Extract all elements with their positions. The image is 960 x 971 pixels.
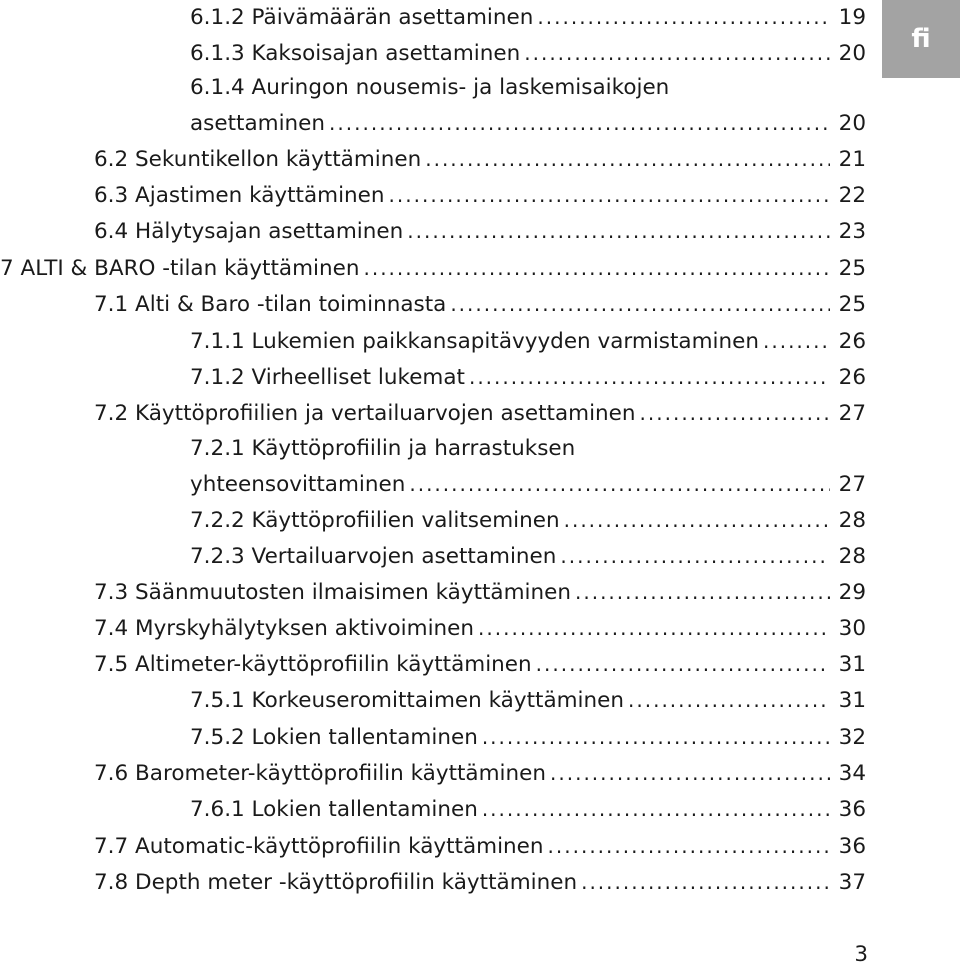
dot-leader — [640, 396, 830, 430]
toc-entry-title: 7.2.2 Käyttöprofiilien valitseminen — [190, 508, 560, 533]
toc-entry-page: 20 — [838, 111, 866, 136]
toc-entry-title: 7.6.1 Lokien tallentaminen — [190, 797, 478, 822]
toc-entry[interactable] — [190, 792, 866, 826]
toc-entry[interactable] — [94, 756, 866, 790]
toc-entry-title: 6.2 Sekuntikellon käyttäminen — [94, 147, 422, 172]
toc-entry-page: 31 — [838, 652, 866, 677]
dot-leader — [469, 360, 830, 394]
toc-entry-title: 7.6 Barometer-käyttöprofiilin käyttäminen — [94, 761, 547, 786]
toc-entry-title: 7.7 Automatic-käyttöprofiilin käyttäminen — [94, 834, 544, 859]
toc-entry-page: 19 — [838, 5, 866, 30]
toc-entry-title: 7.2.3 Vertailuarvojen asettaminen — [190, 544, 557, 569]
dot-leader — [409, 467, 830, 501]
toc-entry-title-line1[interactable]: 7.2.1 Käyttöprofiilin ja harrastuksen — [190, 436, 576, 461]
toc-entry-page: 29 — [838, 580, 866, 605]
toc-entry-page: 36 — [838, 797, 866, 822]
toc-entry[interactable] — [94, 396, 866, 430]
toc-entry-page: 20 — [838, 41, 866, 66]
toc-entry[interactable] — [94, 142, 866, 176]
dot-leader — [482, 720, 830, 754]
toc-entry[interactable] — [190, 106, 866, 140]
toc-entry-title: 6.1.3 Kaksoisajan asettaminen — [190, 41, 521, 66]
page-number: 3 — [854, 942, 868, 967]
toc-entry-title: 7.1.1 Lukemien paikkansapitävyyden varmistaminen — [190, 329, 759, 354]
toc-entry-title: 7.3 Säänmuutosten ilmaisimen käyttäminen — [94, 580, 571, 605]
toc-entry-page: 23 — [838, 219, 866, 244]
dot-leader — [564, 503, 830, 537]
dot-leader — [581, 865, 830, 899]
toc-entry[interactable] — [94, 829, 866, 863]
toc-entry-title: 6.3 Ajastimen käyttäminen — [94, 183, 385, 208]
toc-entry[interactable] — [94, 287, 866, 321]
toc-entry-title: 7.2 Käyttöprofiilien ja vertailuarvojen asettaminen — [94, 401, 636, 426]
toc-entry-title-line2: yhteensovittaminen — [190, 472, 406, 497]
toc-entry-title: 6.1.2 Päivämäärän asettaminen — [190, 5, 534, 30]
dot-leader — [763, 324, 830, 358]
toc-entry-page: 32 — [838, 725, 866, 750]
toc-entry[interactable] — [94, 865, 866, 899]
language-tab: fi — [882, 0, 960, 78]
toc-entry-page: 31 — [838, 688, 866, 713]
toc-entry[interactable] — [190, 683, 866, 717]
toc-entry-title: 7.8 Depth meter -käyttöprofiilin käyttäminen — [94, 870, 578, 895]
toc-entry-title: 7.5 Altimeter-käyttöprofiilin käyttäminen — [94, 652, 532, 677]
dot-leader — [550, 756, 830, 790]
toc-entry-page: 25 — [838, 292, 866, 317]
dot-leader — [548, 829, 830, 863]
toc-entry-page: 27 — [838, 401, 866, 426]
toc-entry-title: 7.1 Alti & Baro -tilan toiminnasta — [94, 292, 447, 317]
toc-entry[interactable] — [190, 467, 866, 501]
dot-leader — [450, 287, 830, 321]
toc-entry-title: 7.1.2 Virheelliset lukemat — [190, 365, 465, 390]
toc-entry[interactable] — [0, 251, 866, 285]
toc-entry-page: 34 — [838, 761, 866, 786]
dot-leader — [478, 611, 830, 645]
toc-entry-page: 25 — [838, 256, 866, 281]
toc-entry[interactable] — [190, 503, 866, 537]
toc-entry-page: 30 — [838, 616, 866, 641]
toc-entry-page: 36 — [838, 834, 866, 859]
toc-entry-page: 28 — [838, 508, 866, 533]
dot-leader — [407, 214, 830, 248]
dot-leader — [537, 0, 830, 34]
toc-entry-title: 6.4 Hälytysajan asettaminen — [94, 219, 404, 244]
toc-entry-title: 7.5.2 Lokien tallentaminen — [190, 725, 478, 750]
toc-entry[interactable] — [94, 178, 866, 212]
toc-entry-page: 27 — [838, 472, 866, 497]
dot-leader — [524, 36, 830, 70]
dot-leader — [575, 575, 830, 609]
dot-leader — [329, 106, 830, 140]
toc-entry-title: 7 ALTI & BARO -tilan käyttäminen — [0, 256, 360, 281]
dot-leader — [363, 251, 830, 285]
toc-entry-page: 37 — [838, 870, 866, 895]
toc-entry[interactable] — [94, 647, 866, 681]
dot-leader — [560, 539, 830, 573]
dot-leader — [389, 178, 830, 212]
dot-leader — [536, 647, 830, 681]
dot-leader — [482, 792, 830, 826]
toc-entry-page: 22 — [838, 183, 866, 208]
toc-entry-title-line1[interactable]: 6.1.4 Auringon nousemis- ja laskemisaikojen — [190, 75, 670, 100]
toc-entry[interactable] — [94, 575, 866, 609]
toc-entry[interactable] — [94, 214, 866, 248]
toc-entry[interactable] — [190, 324, 866, 358]
toc-entry[interactable] — [190, 0, 866, 34]
toc-entry-title: 7.5.1 Korkeuseromittaimen käyttäminen — [190, 688, 625, 713]
dot-leader — [425, 142, 830, 176]
dot-leader — [628, 683, 830, 717]
toc-entry[interactable] — [190, 539, 866, 573]
toc-entry[interactable] — [94, 611, 866, 645]
toc-entry-page: 28 — [838, 544, 866, 569]
toc-entry[interactable] — [190, 720, 866, 754]
toc-entry-page: 26 — [838, 365, 866, 390]
toc-entry[interactable] — [190, 36, 866, 70]
toc-entry[interactable] — [190, 360, 866, 394]
toc-entry-page: 26 — [838, 329, 866, 354]
toc-entry-title: 7.4 Myrskyhälytyksen aktivoiminen — [94, 616, 475, 641]
toc-entry-title-line2: asettaminen — [190, 111, 326, 136]
toc-entry-page: 21 — [838, 147, 866, 172]
